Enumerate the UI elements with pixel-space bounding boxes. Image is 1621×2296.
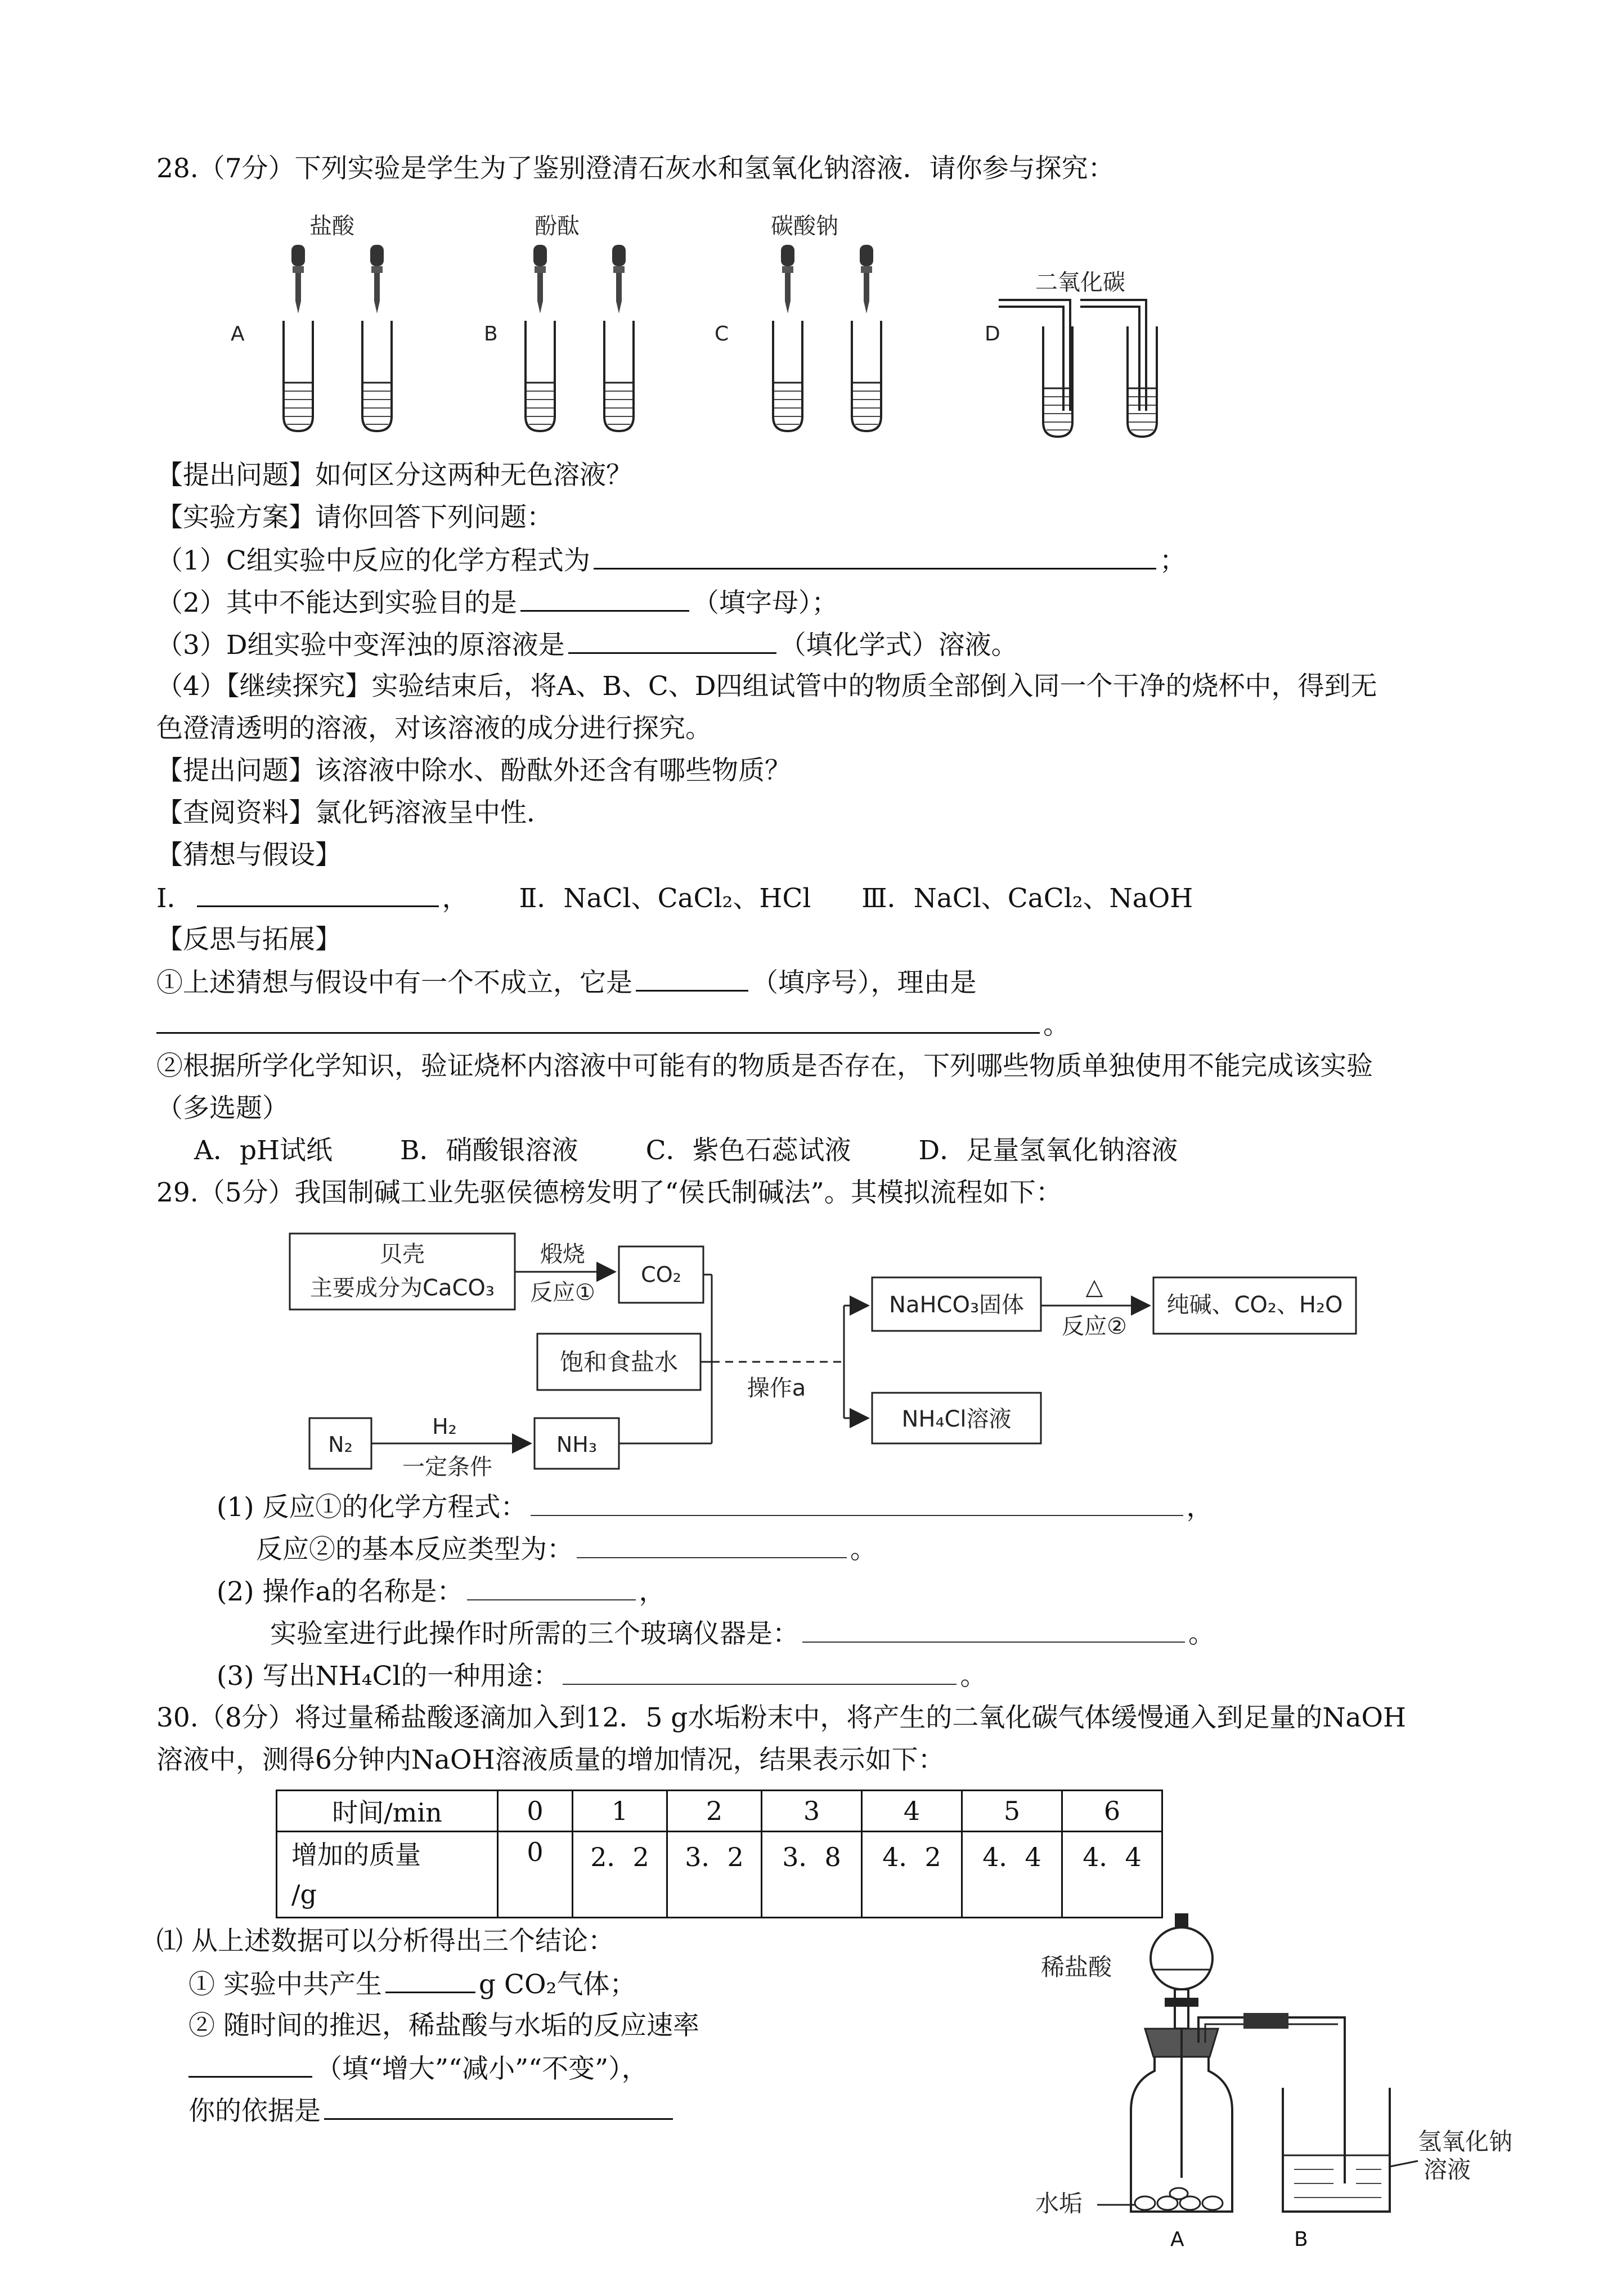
q30-sub1c-text: 你的依据是	[188, 2096, 321, 2127]
q29-sub3-blank[interactable]	[563, 1659, 957, 1685]
option-c: C．紫色石蕊试液	[645, 1135, 851, 1166]
flow-products: 纯碱、CO₂、H₂O	[1166, 1292, 1343, 1318]
apparatus-label-b: B	[1294, 2228, 1308, 2251]
apparatus-label-a: A	[1170, 2228, 1184, 2251]
hypothesis-1-label: Ⅰ．	[156, 883, 194, 914]
q29-sub3-end: 。	[960, 1661, 987, 1692]
q28-sub1-answer-blank[interactable]	[594, 543, 1156, 569]
table-cell: 3	[762, 1791, 862, 1832]
q30-header-line2: 溶液中，测得6分钟内NaOH溶液质量的增加情况，结果表示如下：	[156, 1745, 945, 1775]
apparatus-naoh-label-line2: 溶液	[1424, 2156, 1471, 2183]
flow-heat: △	[1085, 1274, 1103, 1300]
q29-sub1b	[256, 1532, 877, 1567]
q29-sub2	[217, 1575, 666, 1609]
q28-sub3-answer-blank[interactable]	[568, 627, 776, 654]
table-cell: 5	[962, 1791, 1062, 1832]
q30-apparatus	[1030, 1908, 1536, 2223]
flow-reaction2: 反应②	[1062, 1313, 1127, 1339]
q28-header: 28.（7分）下列实验是学生为了鉴别澄清石灰水和氢氧化钠溶液．请你参与探究：	[156, 153, 1115, 184]
fig28-reagent-A: 盐酸	[309, 213, 354, 239]
table-cell: 4．4	[1062, 1832, 1162, 1918]
table-cell: 4	[862, 1791, 962, 1832]
table-cell: 2	[667, 1791, 762, 1832]
q30-sub1b-blank[interactable]	[188, 2051, 312, 2078]
fig28-label-B: B	[484, 322, 498, 346]
table-header-time: 时间/min	[277, 1791, 498, 1832]
q29-sub2-blank[interactable]	[467, 1575, 636, 1600]
q28-sub1-text: （1）C组实验中反应的化学方程式为	[156, 545, 590, 576]
option-b: B．硝酸银溶液	[400, 1135, 578, 1166]
q28-sub2-end: （填字母）；	[692, 588, 838, 618]
reflect-1-text: ①上述猜想与假设中有一个不成立，它是	[156, 967, 632, 998]
hypothesis-2: Ⅱ．NaCl、CaCl₂、HCl	[519, 883, 811, 914]
flow-shell-line2: 主要成分为CaCO₃	[310, 1275, 495, 1301]
q28-sub4-line2: 色澄清透明的溶液，对该溶液的成分进行探究。	[156, 713, 712, 744]
flow-co2: CO₂	[641, 1262, 681, 1287]
flow-reaction1: 反应①	[530, 1280, 595, 1306]
table-header-mass-line2: /g	[291, 1879, 317, 1909]
hypothesis-1-comma: ，	[442, 883, 469, 914]
table-cell: 4．4	[962, 1832, 1062, 1918]
fig28-label-A: A	[231, 322, 245, 346]
q30-sub1a-text: ① 实验中共产生	[188, 1969, 382, 2000]
q28-sub3-end: （填化学式）溶液。	[779, 630, 1018, 661]
q30-sub1b2-text: （填“增大”“减小”“不变”），	[316, 2053, 648, 2084]
flow-shell-line1: 贝壳	[380, 1241, 425, 1267]
q29-sub2b-text: 实验室进行此操作时所需的三个玻璃仪器是：	[270, 1618, 799, 1649]
fig28-reagent-B: 酚酞	[535, 213, 580, 239]
fig28-reagent-C: 碳酸钠	[771, 213, 838, 239]
flow-nh4cl: NH₄Cl溶液	[901, 1406, 1012, 1432]
q28-sub2-text: （2）其中不能达到实验目的是	[156, 588, 517, 618]
q29-flowchart	[281, 1227, 1407, 1486]
q29-sub2b-end: 。	[1188, 1618, 1215, 1649]
q28-reflect-2-line2: （多选题）	[156, 1093, 289, 1124]
q29-sub2-end: ，	[639, 1576, 666, 1607]
flow-h2: H₂	[432, 1414, 457, 1439]
table-cell: 3．2	[667, 1832, 762, 1918]
flow-operation: 操作a	[747, 1375, 806, 1401]
q28-sub4-line1: （4）【继续探究】实验结束后，将A、B、C、D四组试管中的物质全部倒入同一个干净的烧杯中，得到无	[156, 671, 1377, 702]
apparatus-scale-label: 水垢	[1035, 2190, 1083, 2217]
q28-hypotheses	[156, 881, 1193, 916]
apparatus-acid-label: 稀盐酸	[1041, 1953, 1112, 1981]
q28-sub1	[156, 543, 1186, 578]
q29-header: 29.（5分）我国制碱工业先驱侯德榜发明了“侯氏制碱法”。其模拟流程如下：	[156, 1177, 1062, 1208]
q30-sub1b: ② 随时间的推迟，稀盐酸与水垢的反应速率	[188, 2010, 699, 2041]
q28-sub1-end: ；	[1159, 545, 1186, 576]
table-cell: 6	[1062, 1791, 1162, 1832]
table-cell: 1	[573, 1791, 667, 1832]
hypothesis-3: Ⅲ．NaCl、CaCl₂、NaOH	[861, 883, 1193, 914]
table-cell: 2．2	[573, 1832, 667, 1918]
q29-sub1b-text: 反应②的基本反应类型为：	[256, 1534, 573, 1565]
q28-problem: 【提出问题】如何区分这两种无色溶液？	[156, 460, 632, 491]
q29-sub2-text: (2) 操作a的名称是：	[217, 1576, 464, 1607]
flow-n2: N₂	[328, 1432, 353, 1457]
table-header-mass	[277, 1832, 498, 1918]
flow-nahco3: NaHCO₃固体	[889, 1292, 1024, 1318]
q28-sub3-text: （3）D组实验中变浑浊的原溶液是	[156, 630, 565, 661]
q29-sub3	[217, 1659, 986, 1693]
flow-nh3: NH₃	[556, 1432, 598, 1457]
q29-sub2b	[270, 1617, 1215, 1651]
fig28-label-D: D	[985, 322, 1000, 346]
flow-brine: 饱和食盐水	[559, 1348, 679, 1376]
q28-sub3	[156, 627, 1018, 662]
q28-info: 【查阅资料】氯化钙溶液呈中性．	[156, 797, 553, 828]
q28-hypothesis-title: 【猜想与假设】	[156, 840, 342, 871]
q30-sub1a-end: g CO₂气体；	[478, 1969, 636, 2000]
q28-reflect-1-reason	[156, 1007, 1070, 1042]
q28-reflect-2-line1: ②根据所学化学知识，验证烧杯内溶液中可能有的物质是否存在，下列哪些物质单独使用不能完成该实验	[156, 1051, 1373, 1082]
q30-sub1a	[188, 1967, 636, 2002]
table-row	[277, 1832, 1162, 1918]
q29-sub2b-blank[interactable]	[802, 1617, 1185, 1643]
q29-sub1b-blank[interactable]	[577, 1532, 847, 1558]
flow-condition: 一定条件	[402, 1454, 492, 1480]
hypothesis-1-blank[interactable]	[197, 881, 439, 907]
q28-plan: 【实验方案】请你回答下列问题：	[156, 502, 553, 533]
q29-sub1	[217, 1490, 1213, 1524]
reflect-1-reason-blank[interactable]	[156, 1007, 1040, 1034]
table-cell: 0	[498, 1832, 573, 1918]
option-d: D．足量氢氧化钠溶液	[918, 1135, 1178, 1166]
q28-problem2: 【提出问题】该溶液中除水、酚酞外还含有哪些物质？	[156, 755, 791, 786]
q29-sub3-text: (3) 写出NH₄Cl的一种用途：	[217, 1661, 560, 1692]
q30-data-table	[276, 1790, 1163, 1918]
table-header-mass-line1: 增加的质量	[291, 1840, 421, 1870]
option-a: A．pH试纸	[194, 1135, 333, 1166]
q29-sub1b-end: 。	[850, 1534, 877, 1565]
reflect-1-blank[interactable]	[636, 965, 748, 992]
q28-sub2-answer-blank[interactable]	[520, 585, 689, 612]
reflect-1-mid: （填序号），理由是	[752, 967, 977, 998]
table-cell: 4．2	[862, 1832, 962, 1918]
apparatus-naoh-label-line1: 氢氧化钠	[1418, 2128, 1513, 2155]
q28-reflect-title: 【反思与拓展】	[156, 924, 342, 955]
q30-sub1a-blank[interactable]	[385, 1967, 475, 1993]
q30-sub1c-blank[interactable]	[324, 2093, 673, 2120]
q30-sub1c	[188, 2093, 676, 2128]
q28-options	[194, 1134, 1245, 1168]
q29-sub1-text: (1) 反应①的化学方程式：	[217, 1492, 527, 1523]
q28-figure	[214, 208, 1170, 445]
table-cell: 0	[498, 1791, 573, 1832]
flow-calcine: 煅烧	[540, 1241, 585, 1267]
q29-sub1-end: ，	[1186, 1492, 1213, 1523]
table-cell: 3．8	[762, 1832, 862, 1918]
q28-reflect-1	[156, 965, 977, 1000]
fig28-label-C: C	[715, 322, 729, 346]
fig28-reagent-D: 二氧化碳	[1035, 270, 1125, 295]
q30-sub1b2	[188, 2051, 648, 2086]
reflect-1-end: 。	[1043, 1010, 1070, 1041]
q28-sub2	[156, 585, 838, 620]
q30-header-line1: 30.（8分）将过量稀盐酸逐滴加入到12．5 g水垢粉末中，将产生的二氧化碳气体缓慢通入到足量的NaOH	[156, 1702, 1407, 1733]
q30-sub1: ⑴ 从上述数据可以分析得出三个结论：	[156, 1926, 614, 1957]
q29-sub1-blank[interactable]	[531, 1490, 1183, 1516]
table-row	[277, 1791, 1162, 1832]
